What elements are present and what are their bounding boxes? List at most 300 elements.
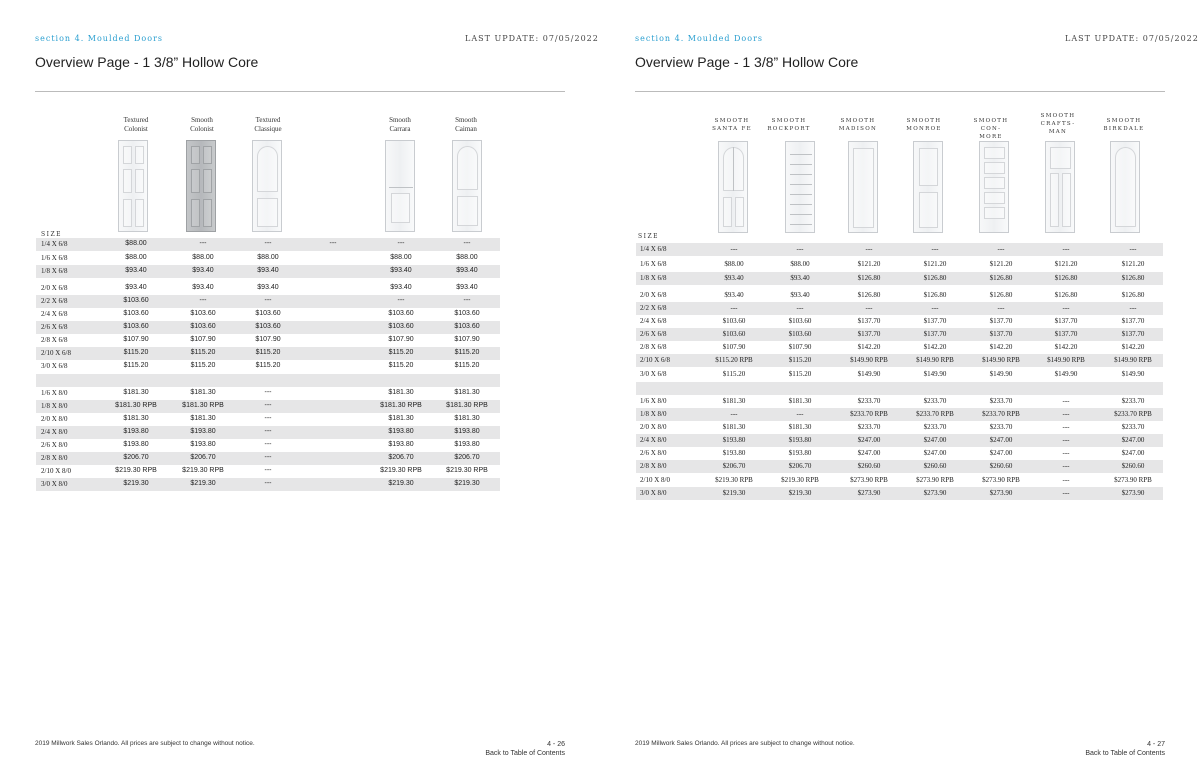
- price-cell: $103.60: [255, 310, 281, 317]
- footer-disclaimer: 2019 Millwork Sales Orlando. All prices are subject to change without notice.: [635, 740, 855, 747]
- price-cell: $247.00: [989, 449, 1013, 457]
- header-line: SMOOTH: [840, 118, 876, 124]
- price-cell: $115.20: [255, 362, 281, 369]
- size-cell: 3/0 X 6/8: [640, 370, 667, 378]
- price-cell: ---: [1062, 304, 1070, 312]
- table-row: [36, 413, 500, 426]
- price-cell: ---: [1062, 449, 1070, 457]
- price-cell: $126.80: [989, 274, 1013, 282]
- price-cell: ---: [397, 240, 405, 247]
- price-cell: $115.20: [388, 349, 414, 356]
- price-cell: $93.40: [456, 267, 478, 274]
- header-line: SMOOTH: [906, 118, 942, 124]
- price-cell: $181.30 RPB: [115, 402, 157, 409]
- price-cell: $260.60: [1121, 462, 1145, 470]
- size-cell: 1/4 X 6/8: [640, 245, 667, 253]
- price-cell: $219.30: [722, 489, 746, 497]
- price-cell: $107.90: [190, 336, 216, 343]
- price-cell: $181.30: [123, 389, 149, 396]
- table-row: [36, 295, 500, 308]
- header-line: SMOOTH: [771, 118, 807, 124]
- price-cell: $107.90: [255, 336, 281, 343]
- price-cell: $142.20: [989, 343, 1013, 351]
- price-cell: $88.00: [790, 260, 810, 268]
- price-cell: $273.90: [989, 489, 1013, 497]
- size-cell: 1/6 X 6/8: [640, 260, 667, 268]
- door-image-smooth-monroe: [913, 141, 943, 233]
- price-cell: $193.80: [388, 428, 414, 435]
- table-row: [36, 265, 500, 278]
- section-text: section 4. Moulded Doors: [35, 34, 163, 43]
- price-cell: $93.40: [724, 291, 744, 299]
- size-cell: 2/2 X 6/8: [41, 297, 68, 305]
- table-row: [636, 421, 1163, 434]
- door-image-smooth-conmore: [979, 141, 1009, 233]
- price-cell: $193.80: [454, 441, 480, 448]
- price-cell: $273.90 RPB: [850, 476, 888, 484]
- table-row: [636, 474, 1163, 487]
- price-cell: $142.20: [923, 343, 947, 351]
- price-cell: $93.40: [790, 274, 810, 282]
- price-cell: $103.60: [388, 310, 414, 317]
- price-cell: $233.70: [857, 423, 881, 431]
- price-cell: $103.60: [454, 323, 480, 330]
- header-line: Textured: [255, 116, 281, 124]
- price-cell: $273.90: [857, 489, 881, 497]
- price-cell: $181.30: [788, 423, 812, 431]
- price-cell: $103.60: [255, 323, 281, 330]
- size-cell: 2/0 X 6/8: [640, 291, 667, 299]
- header-line: Classique: [254, 125, 282, 133]
- price-cell: $206.70: [454, 454, 480, 461]
- size-cell: 1/4 X 6/8: [41, 240, 68, 248]
- size-cell: 2/4 X 8/0: [41, 428, 68, 436]
- table-row: [636, 382, 1163, 395]
- size-cell: 2/10 X 6/8: [640, 356, 670, 364]
- price-cell: $247.00: [923, 436, 947, 444]
- table-row: [636, 258, 1163, 271]
- table-row: [36, 360, 500, 373]
- price-cell: $193.80: [722, 449, 746, 457]
- price-cell: $126.80: [1121, 291, 1145, 299]
- price-cell: ---: [1062, 397, 1070, 405]
- price-cell: ---: [730, 245, 738, 253]
- price-cell: $115.20: [123, 362, 149, 369]
- price-cell: $126.80: [989, 291, 1013, 299]
- price-cell: $121.20: [857, 260, 881, 268]
- price-cell: $206.70: [722, 462, 746, 470]
- price-cell: ---: [264, 415, 272, 422]
- price-cell: $247.00: [923, 449, 947, 457]
- column-header: [700, 117, 764, 133]
- column-header: [1026, 112, 1090, 136]
- price-cell: $142.20: [857, 343, 881, 351]
- header-line: SMOOTH: [1040, 113, 1076, 119]
- price-cell: $115.20: [388, 362, 414, 369]
- header-line: Textured: [123, 116, 149, 124]
- size-cell: 2/6 X 8/0: [640, 449, 667, 457]
- price-cell: $137.70: [989, 317, 1013, 325]
- divider: [635, 91, 1165, 92]
- door-image-textured-classique: [252, 140, 282, 232]
- price-cell: $137.70: [857, 317, 881, 325]
- price-cell: $219.30: [123, 480, 149, 487]
- price-cell: $219.30 RPB: [781, 476, 819, 484]
- price-cell: $115.20: [123, 349, 149, 356]
- price-cell: ---: [1062, 462, 1070, 470]
- price-cell: $103.60: [788, 330, 812, 338]
- table-row: [36, 400, 500, 413]
- header-line: Smooth: [191, 116, 213, 124]
- price-cell: $193.80: [788, 449, 812, 457]
- price-cell: ---: [1062, 245, 1070, 253]
- size-label: SIZE: [638, 233, 660, 240]
- price-cell: $88.00: [125, 240, 147, 247]
- size-cell: 2/8 X 6/8: [41, 336, 68, 344]
- price-cell: $181.30: [788, 397, 812, 405]
- price-cell: $121.20: [1121, 260, 1145, 268]
- table-row: [636, 487, 1163, 500]
- table-row: [36, 387, 500, 400]
- price-cell: $181.30: [190, 415, 216, 422]
- price-cell: ---: [264, 297, 272, 304]
- price-cell: $88.00: [724, 260, 744, 268]
- size-cell: 2/0 X 8/0: [640, 423, 667, 431]
- price-cell: $193.80: [123, 428, 149, 435]
- price-cell: $149.90 RPB: [982, 356, 1020, 364]
- price-cell: $137.70: [1121, 330, 1145, 338]
- price-cell: $233.70: [1121, 423, 1145, 431]
- price-cell: $219.30 RPB: [715, 476, 753, 484]
- price-cell: ---: [1129, 304, 1137, 312]
- header-line: CRAFTS-: [1040, 121, 1076, 127]
- door-image-smooth-craftsman: [1045, 141, 1075, 233]
- table-row: [36, 374, 500, 387]
- size-label: SIZE: [41, 231, 63, 238]
- header-line: Smooth: [455, 116, 477, 124]
- price-cell: $93.40: [192, 284, 214, 291]
- price-cell: ---: [997, 245, 1005, 253]
- size-cell: 2/0 X 8/0: [41, 415, 68, 423]
- door-image-smooth-madison: [848, 141, 878, 233]
- door-image-smooth-caiman: [452, 140, 482, 232]
- table-row: [36, 439, 500, 452]
- price-cell: $149.90 RPB: [1114, 356, 1152, 364]
- header-line: MAN: [1048, 129, 1068, 135]
- price-cell: ---: [865, 245, 873, 253]
- price-cell: $107.90: [388, 336, 414, 343]
- price-cell: $260.60: [923, 462, 947, 470]
- section-text: section 4. Moulded Doors: [635, 34, 763, 43]
- header-line: CON-: [980, 126, 1002, 132]
- price-cell: $126.80: [1121, 274, 1145, 282]
- price-cell: $149.90 RPB: [916, 356, 954, 364]
- price-cell: $273.90 RPB: [916, 476, 954, 484]
- price-cell: $181.30: [123, 415, 149, 422]
- price-cell: $93.40: [790, 291, 810, 299]
- price-cell: $233.70 RPB: [1114, 410, 1152, 418]
- price-cell: $107.90: [788, 343, 812, 351]
- header-line: SANTA FE: [712, 126, 752, 132]
- price-cell: $88.00: [257, 254, 279, 261]
- price-cell: $126.80: [923, 291, 947, 299]
- table-row: [36, 308, 500, 321]
- header-line: MONROE: [906, 126, 942, 132]
- price-cell: ---: [1062, 436, 1070, 444]
- price-cell: ---: [1062, 489, 1070, 497]
- price-cell: $137.70: [923, 317, 947, 325]
- price-cell: ---: [796, 410, 804, 418]
- table-row: [36, 238, 500, 251]
- size-cell: 3/0 X 8/0: [640, 489, 667, 497]
- price-cell: $103.60: [123, 323, 149, 330]
- table-row: [636, 315, 1163, 328]
- price-cell: $181.30: [388, 389, 414, 396]
- size-cell: 2/8 X 6/8: [640, 343, 667, 351]
- price-cell: $149.90: [1054, 370, 1078, 378]
- back-to-toc-link[interactable]: Back to Table of Contents: [1085, 750, 1165, 757]
- price-cell: $233.70: [989, 397, 1013, 405]
- price-cell: ---: [931, 245, 939, 253]
- price-cell: ---: [1062, 410, 1070, 418]
- price-cell: $137.70: [857, 330, 881, 338]
- price-cell: $181.30 RPB: [182, 402, 224, 409]
- price-cell: $115.20: [788, 370, 812, 378]
- back-to-toc-link[interactable]: Back to Table of Contents: [485, 750, 565, 757]
- price-cell: ---: [463, 240, 471, 247]
- price-cell: $115.20: [190, 362, 216, 369]
- table-row: [636, 272, 1163, 285]
- price-cell: $103.60: [123, 310, 149, 317]
- price-cell: $142.20: [1054, 343, 1078, 351]
- table-row: [636, 302, 1163, 315]
- table-row: [36, 282, 500, 295]
- price-cell: $137.70: [1054, 330, 1078, 338]
- size-cell: 1/8 X 6/8: [640, 274, 667, 282]
- price-cell: $193.80: [388, 441, 414, 448]
- price-cell: $103.60: [190, 323, 216, 330]
- price-cell: $93.40: [257, 284, 279, 291]
- price-cell: $149.90: [923, 370, 947, 378]
- door-image-smooth-santa-fe: [718, 141, 748, 233]
- price-cell: $126.80: [857, 291, 881, 299]
- price-cell: $247.00: [1121, 449, 1145, 457]
- divider: [35, 91, 565, 92]
- price-cell: $219.30 RPB: [115, 467, 157, 474]
- table-row: [36, 452, 500, 465]
- price-cell: $93.40: [192, 267, 214, 274]
- table-row: [636, 460, 1163, 473]
- price-cell: $107.90: [454, 336, 480, 343]
- price-cell: $219.30 RPB: [446, 467, 488, 474]
- price-cell: ---: [199, 240, 207, 247]
- price-cell: ---: [199, 297, 207, 304]
- price-cell: $115.20: [454, 349, 480, 356]
- price-cell: ---: [1129, 245, 1137, 253]
- price-cell: $247.00: [857, 436, 881, 444]
- header-line: Carrara: [389, 125, 411, 133]
- last-update: LAST UPDATE: 07/05/2022: [1065, 34, 1199, 43]
- table-row: [36, 347, 500, 360]
- page-number: 4 - 27: [1147, 741, 1165, 748]
- column-header: [892, 117, 956, 133]
- table-row: [636, 447, 1163, 460]
- door-image-smooth-carrara: [385, 140, 415, 232]
- table-row: [636, 328, 1163, 341]
- price-cell: $93.40: [724, 274, 744, 282]
- price-cell: ---: [397, 297, 405, 304]
- price-cell: $273.90 RPB: [982, 476, 1020, 484]
- header-line: MADISON: [838, 126, 878, 132]
- size-cell: 2/0 X 6/8: [41, 284, 68, 292]
- table-row: [636, 341, 1163, 354]
- price-cell: $219.30: [788, 489, 812, 497]
- price-cell: $219.30 RPB: [380, 467, 422, 474]
- price-cell: $181.30: [190, 389, 216, 396]
- size-cell: 2/8 X 8/0: [41, 454, 68, 462]
- price-cell: $137.70: [989, 330, 1013, 338]
- column-header: [757, 117, 821, 133]
- size-cell: 1/6 X 8/0: [640, 397, 667, 405]
- price-cell: $93.40: [125, 284, 147, 291]
- header-line: SMOOTH: [1106, 118, 1142, 124]
- price-cell: $93.40: [257, 267, 279, 274]
- column-header: [436, 116, 496, 134]
- column-header: [826, 117, 890, 133]
- price-cell: ---: [264, 480, 272, 487]
- header-line: Smooth: [389, 116, 411, 124]
- size-cell: 1/8 X 6/8: [41, 267, 68, 275]
- price-cell: $103.60: [123, 297, 149, 304]
- price-cell: $233.70 RPB: [916, 410, 954, 418]
- page-title: Overview Page - 1 3/8” Hollow Core: [35, 54, 259, 70]
- table-row: [36, 426, 500, 439]
- price-cell: ---: [1062, 423, 1070, 431]
- header-line: Colonist: [190, 125, 214, 133]
- price-cell: $181.30: [722, 397, 746, 405]
- price-cell: $88.00: [456, 254, 478, 261]
- price-cell: $115.20: [454, 362, 480, 369]
- page-title: Overview Page - 1 3/8” Hollow Core: [635, 54, 859, 70]
- table-row: [636, 243, 1163, 256]
- size-cell: 2/4 X 8/0: [640, 436, 667, 444]
- price-cell: $107.90: [123, 336, 149, 343]
- page-number: 4 - 26: [547, 741, 565, 748]
- price-cell: $193.80: [123, 441, 149, 448]
- column-header: [172, 116, 232, 134]
- price-cell: $219.30: [388, 480, 414, 487]
- price-cell: ---: [264, 441, 272, 448]
- price-cell: ---: [730, 410, 738, 418]
- door-image-smooth-rockport: [785, 141, 815, 233]
- size-cell: 2/10 X 6/8: [41, 349, 71, 357]
- table-row: [36, 465, 500, 478]
- price-cell: $137.70: [1054, 317, 1078, 325]
- price-cell: $181.30 RPB: [380, 402, 422, 409]
- price-cell: $93.40: [390, 284, 412, 291]
- price-cell: $149.90: [857, 370, 881, 378]
- price-cell: $193.80: [454, 428, 480, 435]
- price-cell: $247.00: [989, 436, 1013, 444]
- table-row: [636, 368, 1163, 381]
- size-cell: 1/8 X 8/0: [640, 410, 667, 418]
- price-cell: $88.00: [125, 254, 147, 261]
- table-row: [36, 478, 500, 491]
- size-cell: 2/8 X 8/0: [640, 462, 667, 470]
- price-cell: ---: [264, 428, 272, 435]
- door-image-smooth-birkdale: [1110, 141, 1140, 233]
- column-header: [959, 117, 1023, 141]
- price-cell: $149.90: [989, 370, 1013, 378]
- column-header: [370, 116, 430, 134]
- column-header: [106, 116, 166, 134]
- header-line: MORE: [979, 134, 1003, 140]
- price-cell: $115.20 RPB: [715, 356, 753, 364]
- price-cell: $233.70 RPB: [850, 410, 888, 418]
- section-label: [35, 34, 163, 43]
- header-line: ROCKPORT: [767, 126, 811, 132]
- table-row: [636, 434, 1163, 447]
- size-cell: 2/10 X 8/0: [41, 467, 71, 475]
- price-cell: $193.80: [190, 428, 216, 435]
- table-row: [36, 334, 500, 347]
- price-cell: $103.60: [722, 317, 746, 325]
- price-cell: $219.30: [454, 480, 480, 487]
- price-cell: ---: [264, 402, 272, 409]
- price-cell: $88.00: [390, 254, 412, 261]
- price-cell: ---: [463, 297, 471, 304]
- size-cell: 2/4 X 6/8: [41, 310, 68, 318]
- header-line: Colonist: [124, 125, 148, 133]
- footer-disclaimer: 2019 Millwork Sales Orlando. All prices are subject to change without notice.: [35, 740, 255, 747]
- size-cell: 2/6 X 8/0: [41, 441, 68, 449]
- price-cell: ---: [264, 454, 272, 461]
- price-cell: $93.40: [390, 267, 412, 274]
- price-cell: $115.20: [722, 370, 746, 378]
- table-row: [636, 289, 1163, 302]
- size-cell: 1/6 X 8/0: [41, 389, 68, 397]
- price-cell: ---: [931, 304, 939, 312]
- price-cell: $181.30: [454, 415, 480, 422]
- price-cell: ---: [796, 245, 804, 253]
- price-cell: $149.90 RPB: [850, 356, 888, 364]
- size-cell: 2/10 X 8/0: [640, 476, 670, 484]
- price-cell: $206.70: [123, 454, 149, 461]
- price-cell: $233.70: [923, 397, 947, 405]
- header-line: Caiman: [455, 125, 477, 133]
- table-row: [36, 321, 500, 334]
- table-row: [636, 354, 1163, 367]
- price-cell: $260.60: [989, 462, 1013, 470]
- price-cell: $121.20: [989, 260, 1013, 268]
- header-line: BIRKDALE: [1103, 126, 1145, 132]
- price-cell: $121.20: [923, 260, 947, 268]
- price-cell: $233.70 RPB: [982, 410, 1020, 418]
- price-cell: $219.30: [190, 480, 216, 487]
- price-cell: ---: [730, 304, 738, 312]
- price-cell: $233.70: [923, 423, 947, 431]
- price-cell: $233.70: [857, 397, 881, 405]
- price-cell: $137.70: [923, 330, 947, 338]
- last-update: LAST UPDATE: 07/05/2022: [465, 34, 599, 43]
- price-cell: $103.60: [722, 330, 746, 338]
- price-cell: ---: [1062, 476, 1070, 484]
- price-cell: $126.80: [857, 274, 881, 282]
- price-cell: $149.90 RPB: [1047, 356, 1085, 364]
- size-cell: 3/0 X 6/8: [41, 362, 68, 370]
- size-cell: 2/6 X 6/8: [640, 330, 667, 338]
- price-cell: $273.90 RPB: [1114, 476, 1152, 484]
